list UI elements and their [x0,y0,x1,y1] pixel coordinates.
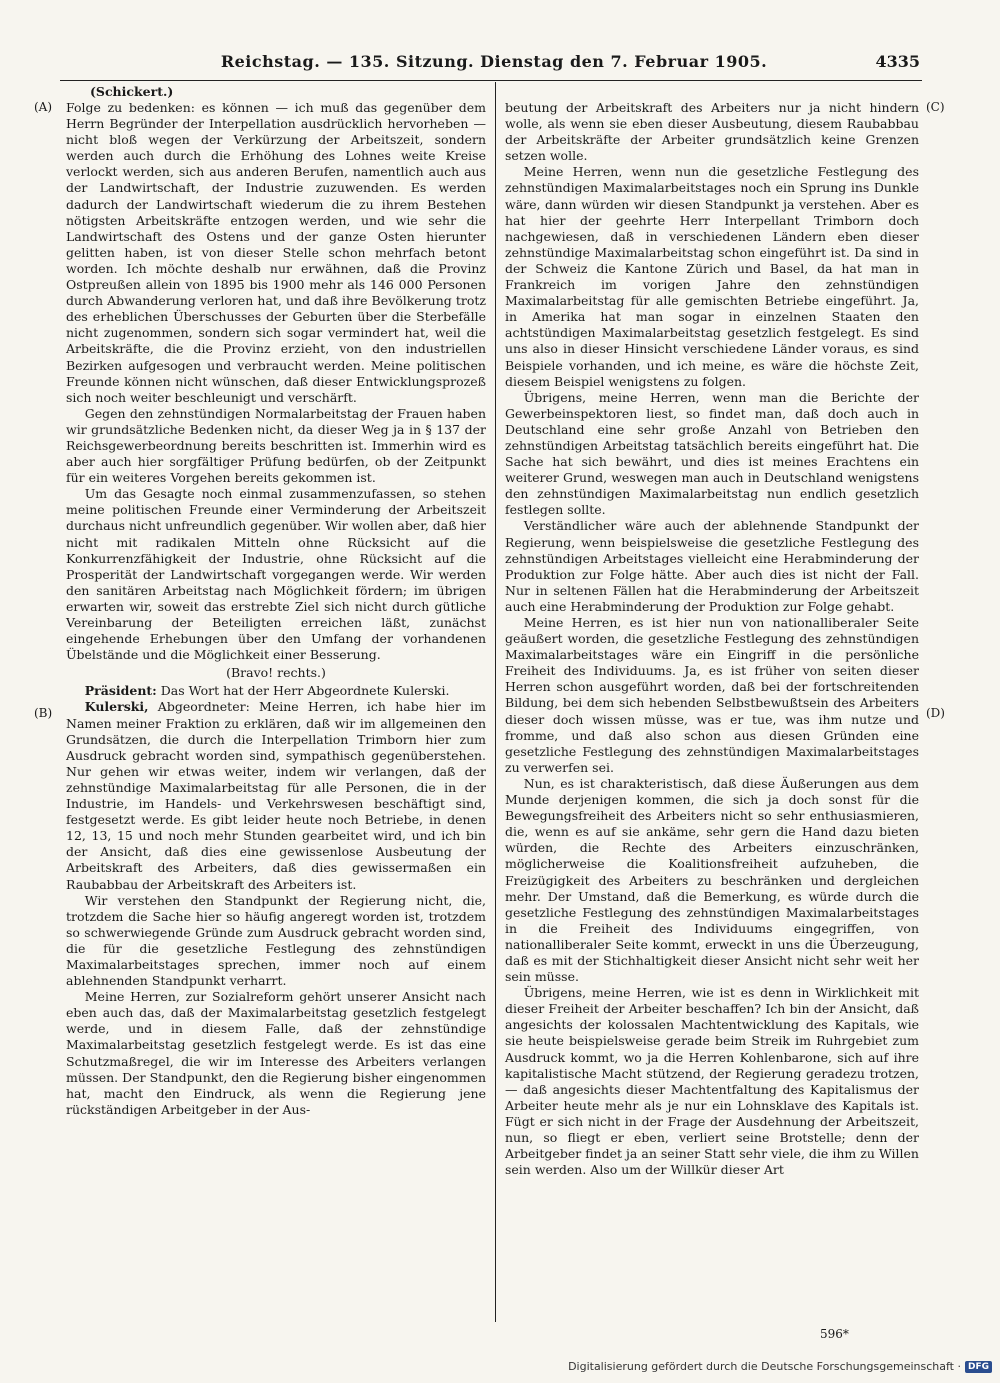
paragraph: beutung der Arbeitskraft des Arbeiters nur ja nicht hindern wolle, als wenn sie eben dieser Ausbeutung, diesem Raubabbau der Arbeitskräfte der Arbeiter grundsätzlich keine Grenzen setzen wolle. [505,100,919,164]
paragraph: Wir verstehen den Standpunkt der Regierung nicht, die, trotzdem die Sache hier so häufig angeregt worden ist, trotzdem so schwerwiegende Gründe zum Ausdruck gebracht worden sind, die für die gesetzliche Festlegung des zehnstündigen Maximalarbeitstages sprechen, immer noch auf einem ablehnenden Standpunkt verharrt. [66,892,486,989]
paragraph-text: Das Wort hat der Herr Abgeordnete Kulerski. [156,683,450,699]
paragraph: Gegen den zehnstündigen Normalarbeitstag der Frauen haben wir grundsätzliche Bedenken nicht, da dieser Weg ja in § 137 der Reichsgewerbeordnung bereits beschritten ist. Immerhin wird es aber auch hier sorgfältiger Prüfung bedürfen, ob der Zeitpunkt für ein weiteres Vorgehen bereits gekommen ist. [66,405,486,486]
speaker-heading: (Schickert.) [90,84,174,99]
paragraph: Um das Gesagte noch einmal zusammenzufassen, so stehen meine politischen Freunde einer Verminderung der Arbeitszeit durchaus nicht unfreundlich gegenüber. Wir wollen aber, daß hier nicht mit radikalen Mitteln ohne Rücksicht auf die Konkurrenzfähigkeit der Industrie, ohne Rücksicht auf die Prosperität der Landwirtschaft vorgegangen werde. Wir werden den sanitären Arbeitstag nach Möglichkeit fördern; im übrigen erwarten wir, soweit das erstrebte Ziel sich nicht durch gütliche Vereinbarung der Beteiligten erreichen läßt, zunächst eingehende Erhebungen über den Umfang der vorhandenen Übelstände und die Möglichkeit einer Besserung. [66,486,486,663]
page-number: 4335 [875,52,920,71]
margin-marker-b: (B) [34,706,53,720]
paragraph: Meine Herren, zur Sozialreform gehört unserer Ansicht nach eben auch das, daß der Maximalarbeitstag gesetzlich festgelegt werde, und in diesem Falle, daß der zehnstündige Maximalarbeitstag gesetzlich festgelegt werde. Es ist das eine Schutzmaßregel, die wir im Interesse des Arbeiters verlangen müssen. Der Standpunkt, den die Regierung bisher eingenommen hat, macht den Eindruck, als wenn die Regierung jene rückständigen Arbeitgeber in der Aus- [66,989,486,1117]
applause-note: (Bravo! rechts.) [226,665,326,681]
dfg-logo-icon: DFG [965,1361,992,1373]
paragraph: Nun, es ist charakteristisch, daß diese Äußerungen aus dem Munde derjenigen kommen, die sich ja doch sonst für die Bewegungsfreiheit des Arbeiters nicht so sehr enthusiasmieren, die, wenn es auf sie ankäme, sehr gern die Hand dazu bieten würden, die Rechte des Arbeiters einzuschränken, möglicherweise die Koalitionsfreiheit aufzuheben, die Freizügigkeit des Arbeiters zu beschränken und dergleichen mehr. Der Umstand, daß die Bemerkung, es würde durch die gesetzliche Festlegung des zehnstündigen Maximalarbeitstages in die Freiheit des Individuums eingegriffen, von nationalliberaler Seite kommt, erweckt in uns die Überzeugung, daß es mit der Stichhaltigkeit dieser Ansicht nicht sehr weit her sein müsse. [505,775,919,985]
margin-marker-c: (C) [926,100,945,114]
paragraph: Übrigens, meine Herren, wenn man die Berichte der Gewerbeinspektoren liest, so findet man, daß doch auch in Deutschland eine sehr große Anzahl von Betrieben den zehnstündigen Arbeitstag tatsächlich bereits eingeführt hat. Die Sache hat sich bewährt, und dies ist meines Erachtens ein weiterer Grund, weswegen man auch in Deutschland wenigstens den zehnstündigen Maximalarbeitstag nun endlich gesetzlich festlegen sollte. [505,389,919,518]
header-rule [60,80,922,81]
speaker-name: Kulerski, [84,699,149,715]
column-divider [495,82,496,1322]
paragraph: Folge zu bedenken: es können — ich muß das gegenüber dem Herrn Begründer der Interpellation ausdrücklich hervorheben — nicht bloß wegen der Verkürzung der Arbeitszeit, sondern werden auch durch die Erhöhung des Lohnes weite Kreise verlockt werden, sich aus anderen Berufen, namentlich auch aus der Landwirtschaft, der Industrie zuzuwenden. Es werden dadurch der Landwirtschaft wiederum die zu ihrem Bestehen nötigsten Arbeitskräfte entzogen werden, und wie sehr die Landwirtschaft des Ostens und der ganze Osten hierunter gelitten haben, ist von dieser Stelle schon mehrfach betont worden. Ich möchte deshalb nur erwähnen, daß die Provinz Ostpreußen allein von 1895 bis 1900 mehr als 146 000 Personen durch Abwanderung verloren hat, und daß ihre Bevölkerung trotz des erheblichen Überschusses der Geburten über die Sterbefälle nicht zugenommen, sondern sich sogar vermindert hat, weil die Arbeitskräfte, die die Provinz erzieht, von den industriellen Bezirken aufgesogen und verbraucht werden. Meine politischen Freunde können nicht wünschen, daß dieser Entwicklungsprozeß sich noch weiter beschleunigt und verschärft. [66,100,486,405]
page-header [68,50,920,78]
margin-marker-a: (A) [34,100,53,114]
margin-marker-d: (D) [926,706,945,720]
footer [568,1360,992,1373]
paragraph: Meine Herren, es ist hier nun von nationalliberaler Seite geäußert worden, die gesetzliche Festlegung des zehnstündigen Maximalarbeitstages wäre ein Eingriff in die persönliche Freiheit des Individuums. Ja, es ist früher von seiten dieser Herren schon ausgeführt worden, daß bei der fortschreitenden Bildung, bei dem sich hebenden Selbstbewußtsein des Arbeiters dieser doch wissen müsse, was er tue, was ihm nutze und fromme, und daß also schon aus diesen Gründen eine gesetzliche Festlegung des zehnstündigen Maximalarbeitstages zu verwerfen sei. [505,615,919,775]
left-column [66,100,486,1118]
paragraph-text: Abgeordneter: Meine Herren, ich habe hier im Namen meiner Fraktion zu erklären, daß wir im allgemeinen den Grundsätzen, die durch die Interpellation Trimborn hier zum Ausdruck gebracht worden sind, sympathisch gegenüberstehen. Nur gehen wir etwas weiter, indem wir verlangen, daß der zehnstündige Maximalarbeitstag für alle Personen, die in der Industrie, im Handels- und Verkehrswesen beschäftigt sind, festgesetzt werde. Es gibt leider heute noch Betriebe, in denen 12, 13, 15 und noch mehr Stunden gearbeitet wird, und ich bin der Ansicht, daß dies eine gewissenlose Ausbeutung der Arbeitskraft des Arbeiters, daß dies gewissermaßen ein Raubabbau der Arbeitskraft des Arbeiters ist. [66,699,486,892]
footer-text: Digitalisierung gefördert durch die Deutsche Forschungsgemeinschaft · [568,1360,961,1373]
paragraph: Übrigens, meine Herren, wie ist es denn in Wirklichkeit mit dieser Freiheit der Arbeiter beschaffen? Ich bin der Ansicht, daß angesichts der kolossalen Machtentwicklung des Kapitals, wie sie heute beispielsweise gerade beim Streik im Ruhrgebiet zum Ausdruck kommt, wo ja die Herren Kohlenbarone, sich auf ihre kapitalistische Macht stützend, der Regierung geradezu trotzen, — daß angesichts dieser Machtentfaltung des Kapitalismus der Arbeiter heute mehr als je nur ein Lohnsklave des Kapitals ist. Fügt er sich nicht in der Frage der Ausdehnung der Arbeitszeit, nun, so fliegt er eben, verliert seine Brotstelle; denn der Arbeitgeber findet ja an seiner Statt sehr viele, die ihm zu Willen sein werden. Also um der Willkür dieser Art [505,985,919,1178]
paragraph [66,683,486,699]
running-title: Reichstag. — 135. Sitzung. Dienstag den 7. Februar 1905. [220,52,768,71]
sheet-number: 596* [820,1327,849,1341]
paragraph [66,699,486,892]
speaker-name: Präsident: [84,683,157,699]
paragraph: Meine Herren, wenn nun die gesetzliche Festlegung des zehnstündigen Maximalarbeitstages noch ein Sprung ins Dunkle wäre, dann würden wir diesen Standpunkt ja verstehen. Aber es hat hier der geehrte Herr Interpellant Trimborn doch nachgewiesen, daß in verschiedenen Ländern eben dieser zehnstündige Maximalarbeitstag schon eingeführt ist. Da sind in der Schweiz die Kantone Zürich und Basel, da hat man in Frankreich im vorigen Jahre den zehnstündigen Maximalarbeitstag für alle gemischten Betriebe eingeführt. Ja, in Amerika hat man sogar in einzelnen Staaten den achtstündigen Maximalarbeitstag gesetzlich festgelegt. Es sind uns also in dieser Hinsicht verschiedene Länder voraus, es sind Beispiele vorhanden, und ich meine, es wäre die höchste Zeit, diesem Beispiel wenigstens zu folgen. [505,164,919,389]
paragraph: Verständlicher wäre auch der ablehnende Standpunkt der Regierung, wenn beispielsweise die gesetzliche Festlegung des zehnstündigen Arbeitstages vielleicht eine Herabminderung der Produktion zur Folge hätte. Aber auch dies ist nicht der Fall. Nur in seltenen Fällen hat die Herabminderung der Arbeitszeit auch eine Herabminderung der Produktion zur Folge gehabt. [505,518,919,614]
right-column [505,100,919,1178]
